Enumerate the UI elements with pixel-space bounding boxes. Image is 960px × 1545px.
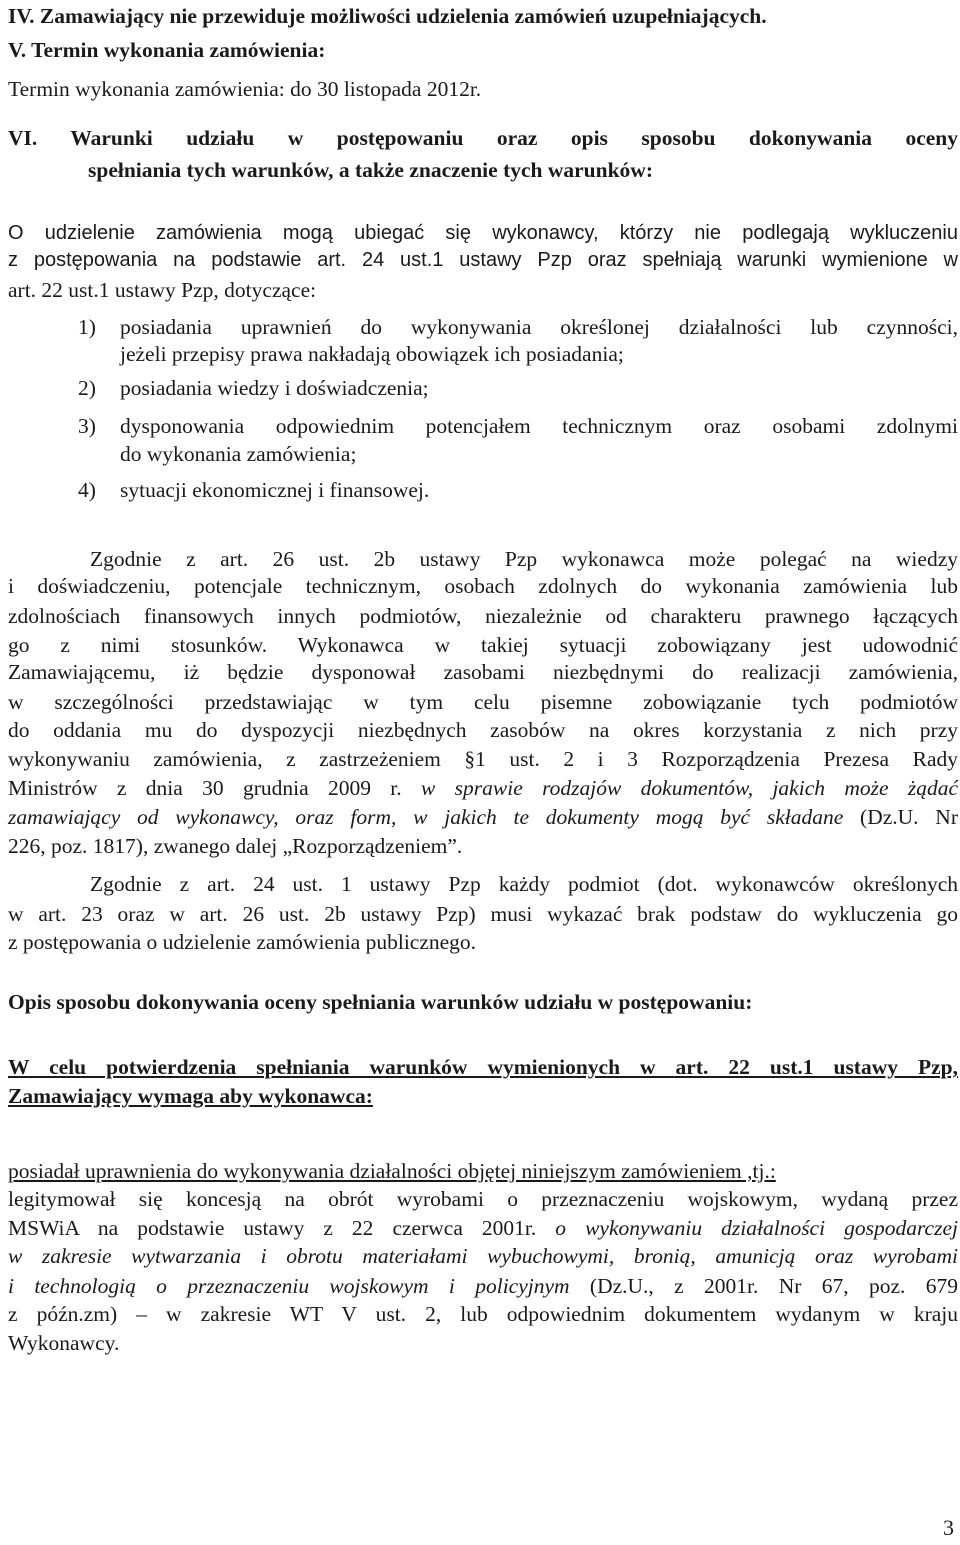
condition-1-line-1: posiadania uprawnień do wykonywania określonej działalności lub czynności, — [120, 315, 958, 339]
requirement-heading-line-1: W celu potwierdzenia spełniania warunków wymienionych w art. 22 ust.1 ustawy Pzp, — [8, 1055, 958, 1079]
art26-line-6: w szczególności przedstawiając w tym celu pisemne zobowiązanie tych podmiotów — [8, 690, 958, 714]
condition-3-line-2: do wykonania zamówienia; — [120, 442, 357, 466]
art26-line-10-text: (Dz.U. Nr — [843, 805, 958, 829]
section-iv-heading: IV. Zamawiający nie przewiduje możliwości udzielenia zamówień uzupełniających. — [8, 4, 767, 28]
intro-line-3: art. 22 ust.1 ustawy Pzp, dotyczące: — [8, 278, 317, 302]
section-v-text: Termin wykonania zamówienia: do 30 listopada 2012r. — [8, 77, 482, 101]
act-title-part1: o wykonywaniu działalności gospodarczej — [555, 1216, 958, 1240]
requirement-heading-line-2: Zamawiający wymaga aby wykonawca: — [8, 1084, 373, 1108]
act-title-part2: w zakresie wytwarzania i obrotu materiałami wybuchowymi, bronią, amunicją oraz wyrobami — [8, 1244, 958, 1268]
permissions-heading: posiadał uprawnienia do wykonywania działalności objętej niniejszym zamówieniem ,tj.: — [8, 1159, 776, 1183]
condition-1-number: 1) — [78, 315, 96, 339]
intro-line-2: z postępowania na podstawie art. 24 ust.1 ustawy Pzp oraz spełniają warunki wymienione w — [8, 249, 958, 271]
condition-3-line-1: dysponowania odpowiednim potencjałem technicznym oraz osobami zdolnymi — [120, 414, 958, 438]
condition-3-number: 3) — [78, 414, 96, 438]
license-line-2 — [8, 1214, 958, 1242]
art26-line-10 — [8, 803, 958, 831]
art26-line-1: Zgodnie z art. 26 ust. 2b ustawy Pzp wykonawca może polegać na wiedzy — [90, 547, 958, 571]
art24-line-1: Zgodnie z art. 24 ust. 1 ustawy Pzp każdy podmiot (dot. wykonawców określonych — [90, 872, 958, 896]
art26-line-2: i doświadczeniu, potencjale technicznym, osobach zdolnych do wykonania zamówienia lub — [8, 574, 958, 598]
art26-line-11: 226, poz. 1817), zwanego dalej „Rozporządzeniem”. — [8, 834, 463, 858]
license-line-5: z późn.zm) – w zakresie WT V ust. 2, lub odpowiednim dokumentem wydanym w kraju — [8, 1302, 958, 1326]
license-line-3 — [8, 1242, 958, 1270]
license-line-2-text: MSWiA na podstawie ustawy z 22 czerwca 2001r. — [8, 1216, 556, 1240]
section-v-heading: V. Termin wykonania zamówienia: — [8, 38, 326, 62]
license-line-4-text: (Dz.U., z 2001r. Nr 67, poz. 679 — [569, 1274, 958, 1298]
art26-line-9-text: Ministrów z dnia 30 grudnia 2009 r. — [8, 776, 421, 800]
section-vi-heading-line1: VI. Warunki udziału w postępowaniu oraz opis sposobu dokonywania oceny — [8, 126, 958, 150]
art26-line-9 — [8, 774, 958, 802]
section-vi-heading-line2: spełniania tych warunków, a także znaczenie tych warunków: — [88, 158, 653, 182]
page-number: 3 — [943, 1515, 954, 1540]
opis-heading: Opis sposobu dokonywania oceny spełniania warunków udziału w postępowaniu: — [8, 990, 753, 1014]
act-title-part3: i technologią o przeznaczeniu wojskowym i policyjnym — [8, 1274, 570, 1298]
condition-4-line-1: sytuacji ekonomicznej i finansowej. — [120, 478, 430, 502]
art26-line-5: Zamawiającemu, iż będzie dysponował zasobami niezbędnymi do realizacji zamówienia, — [8, 660, 958, 684]
art26-line-3: zdolnościach finansowych innych podmiotów, niezależnie od charakteru prawnego łączących — [8, 604, 958, 628]
art26-line-7: do oddania mu do dyspozycji niezbędnych zasobów na okres korzystania z nich przy — [8, 718, 958, 742]
condition-4-number: 4) — [78, 478, 96, 502]
condition-2-number: 2) — [78, 376, 96, 400]
license-line-1: legitymował się koncesją na obrót wyrobami o przeznaczeniu wojskowym, wydaną przez — [8, 1187, 958, 1211]
art24-line-3: z postępowania o udzielenie zamówienia publicznego. — [8, 930, 477, 954]
condition-2-line-1: posiadania wiedzy i doświadczenia; — [120, 376, 429, 400]
intro-line-1: O udzielenie zamówienia mogą ubiegać się wykonawcy, którzy nie podlegają wykluczeniu — [8, 222, 958, 244]
art26-line-4: go z nimi stosunków. Wykonawca w takiej sytuacji zobowiązany jest udowodnić — [8, 633, 958, 657]
regulation-title-part1: w sprawie rodzajów dokumentów, jakich może żądać — [421, 776, 958, 800]
art24-line-2: w art. 23 oraz w art. 26 ust. 2b ustawy Pzp) musi wykazać brak podstaw do wykluczenia go — [8, 902, 958, 926]
art26-line-8: wykonywaniu zamówienia, z zastrzeżeniem §1 ust. 2 i 3 Rozporządzenia Prezesa Rady — [8, 747, 958, 771]
regulation-title-part2: zamawiający od wykonawcy, oraz form, w jakich te dokumenty mogą być składane — [8, 805, 844, 829]
license-line-4 — [8, 1272, 958, 1300]
license-line-6: Wykonawcy. — [8, 1331, 120, 1355]
condition-1-line-2: jeżeli przepisy prawa nakładają obowiązek ich posiadania; — [120, 342, 624, 366]
